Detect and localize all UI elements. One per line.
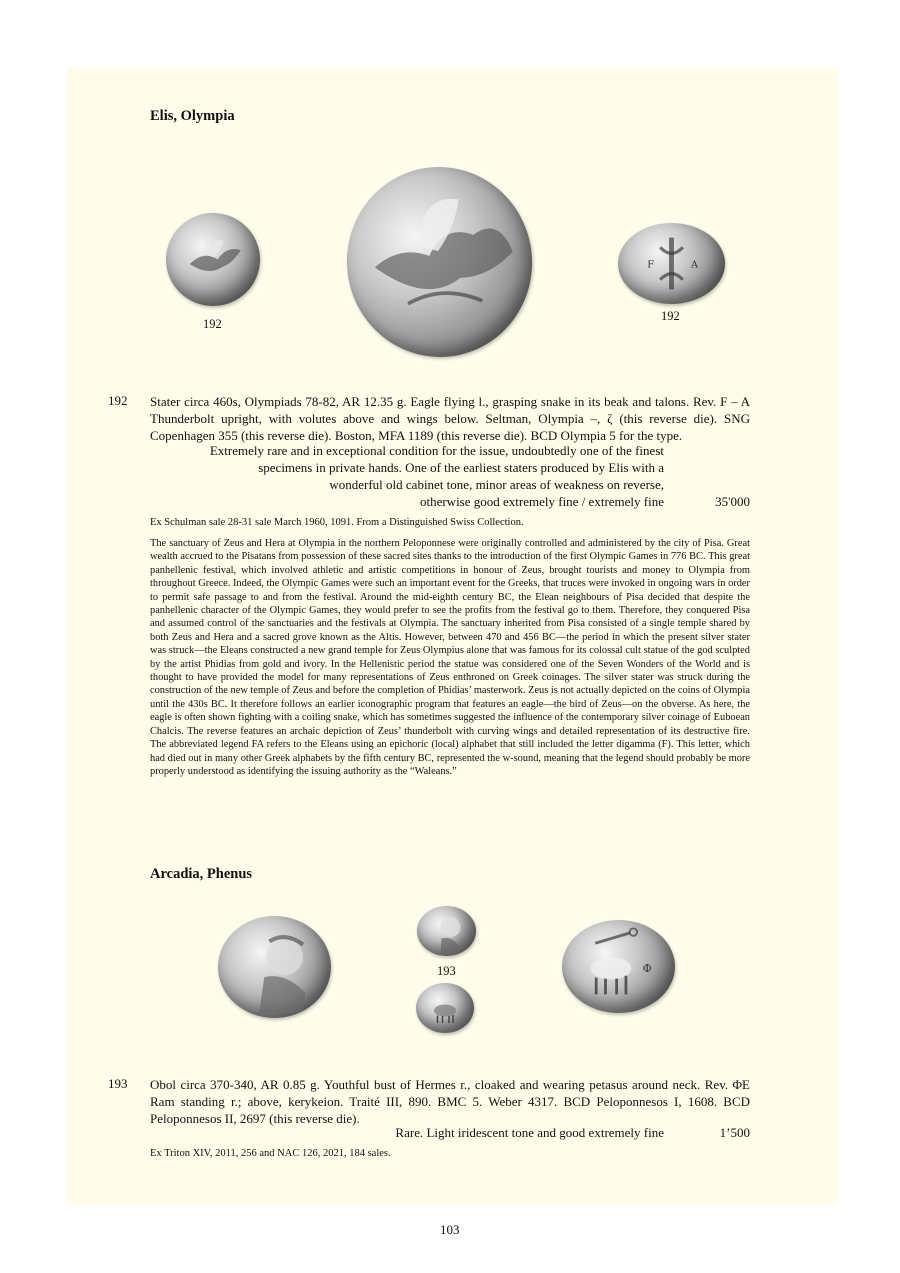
- lot-number-193: 193: [108, 1076, 128, 1091]
- lot-193-description: [150, 1076, 750, 1127]
- eagle-icon: [166, 213, 260, 306]
- svg-text:Φ: Φ: [642, 962, 652, 976]
- coin-193-reverse-small: [416, 983, 474, 1033]
- eagle-snake-icon: [335, 155, 545, 369]
- hermes-head-icon: [417, 906, 476, 956]
- page-number: 103: [440, 1222, 460, 1237]
- lot-192-price: 35'000: [715, 494, 750, 509]
- section-heading-arcadia: Arcadia, Phenus: [150, 866, 253, 882]
- lot-192-grade-line-1: Extremely rare and in exceptional condition for the issue, undoubtedly one of the finest: [209, 443, 664, 458]
- lot-193-provenance: Ex Triton XIV, 2011, 256 and NAC 126, 2021, 184 sales.: [150, 1148, 391, 1159]
- lot-192-grade-line-2: specimens in private hands. One of the earliest staters produced by Elis with a: [258, 460, 664, 475]
- lot-192-essay: The sanctuary of Zeus and Hera at Olympia in the northern Peloponnese were originally controlled and administered by the city of Pisa. Great wealth accrued to the Pisatans from possession of these sacred sites thanks to the introduction of the first Olympic Games in 776 BC. This great panhellenic festival, which involved athletic and artistic competitions in honour of Zeus, brought tourists and money to Olympia from throughout Greece. Indeed, the Olympic Games were such an important event for the Greeks, that truces were invoked in ongoing wars in order to permit safe passage to and from the festival. Around the mid-eighth century BC, the Elean neighbours of Pisa decided that despite the panhellenic character of the Olympic Games, they would prefer to see the profits from the festival go to them. Therefore, they conquered Pisa and assumed control of the sanctuaries and the festivals at Olympia. The sanctuary inherited from Pisa consisted of a single temple shared by both Zeus and Hera and a sacred grove known as the Altis. However, between 470 and 456 BC—the period in which the present silver stater was struck—the Eleans constructed a new grand temple for Zeus Olympius alone that was famous for its colossal cult statue of the god sculpted by the artist Phidias from gold and ivory. In the Hellenistic period the statue was considered one of the Seven Wonders of the World and is thought to have provided the model for many representations of Zeus enthroned on Greek coinages. The silver stater was struck during the construction of the new temple of Zeus and before the completion of Phidias’ masterwork. Zeus is not actually depicted on the coins of Olympia until the 430s BC. It therefore follows an earlier iconographic program that features an eagle—the bird of Zeus—on the obverse. As here, the eagle is often shown fighting with a coiling snake, which has sometimes suggested the influence of the contemporary silver coinage of Euboean Chalcis. The reverse features an archaic depiction of Zeus’ thunderbolt with curving wings and detailed representation of its destructive fire. The abbreviated legend FA refers to the Eleans using an epichoric (local) alphabet that still included the letter digamma (F). This letter, which had died out in many other Greek alphabets by the fifth century BC, represented the w-sound, meaning that the legend should probably be more properly understood as identifying the issuing authority as the “Waleans.”: [150, 538, 750, 777]
- coin-192-reverse: [618, 223, 725, 304]
- lot-193-price: 1’500: [719, 1125, 750, 1140]
- coin-label-192-right: 192: [661, 309, 680, 323]
- section-heading-elis: Elis, Olympia: [150, 108, 235, 124]
- ram-icon: [416, 983, 474, 1033]
- lot-192-provenance: Ex Schulman sale 28-31 sale March 1960, 1091. From a Distinguished Swiss Collection.: [150, 517, 524, 528]
- lot-193-description-text: Obol circa 370-340, AR 0.85 g. Youthful bust of Hermes r., cloaked and wearing petasus around neck. Rev. ΦΕ Ram standing r.; above, kerykeion. Traité III, 890. BMC 5. Weber 4317. BCD Peloponnesos I, 1608. BCD Peloponnesos II, 2697 (this reverse die).: [150, 1077, 750, 1126]
- svg-text:F: F: [647, 259, 654, 271]
- coin-193-obverse-small: [417, 906, 476, 956]
- lot-192-description: [150, 393, 750, 444]
- lot-number-192: 192: [108, 393, 128, 408]
- coin-label-193: 193: [437, 964, 456, 978]
- coin-193-reverse-enlarged: [562, 920, 675, 1013]
- lot-192-grade-line-4: otherwise good extremely fine / extremely fine: [419, 494, 664, 509]
- hermes-bust-icon: [218, 916, 331, 1018]
- coin-192-obverse-small: [166, 213, 260, 306]
- coin-193-obverse-enlarged: [218, 916, 331, 1018]
- lot-192-description-text: Stater circa 460s, Olympiads 78-82, AR 12.35 g. Eagle flying l., grasping snake in its beak and talons. Rev. F – A Thunderbolt upright, with volutes above and wings below. Seltman, Olympia –, ζ (this reverse die). SNG Copenhagen 355 (this reverse die). Boston, MFA 1189 (this reverse die). BCD Olympia 5 for the type.: [150, 394, 750, 443]
- lot-192-grade-line-3: wonderful old cabinet tone, minor areas of weakness on reverse,: [329, 477, 664, 492]
- coin-192-obverse-enlarged: [335, 155, 545, 369]
- ram-kerykeion-icon: [562, 920, 675, 1013]
- coin-label-192-left: 192: [203, 317, 222, 331]
- svg-text:A: A: [690, 259, 698, 271]
- lot-193-grade-line: Rare. Light iridescent tone and good extremely fine: [395, 1125, 664, 1140]
- thunderbolt-icon: [618, 223, 725, 304]
